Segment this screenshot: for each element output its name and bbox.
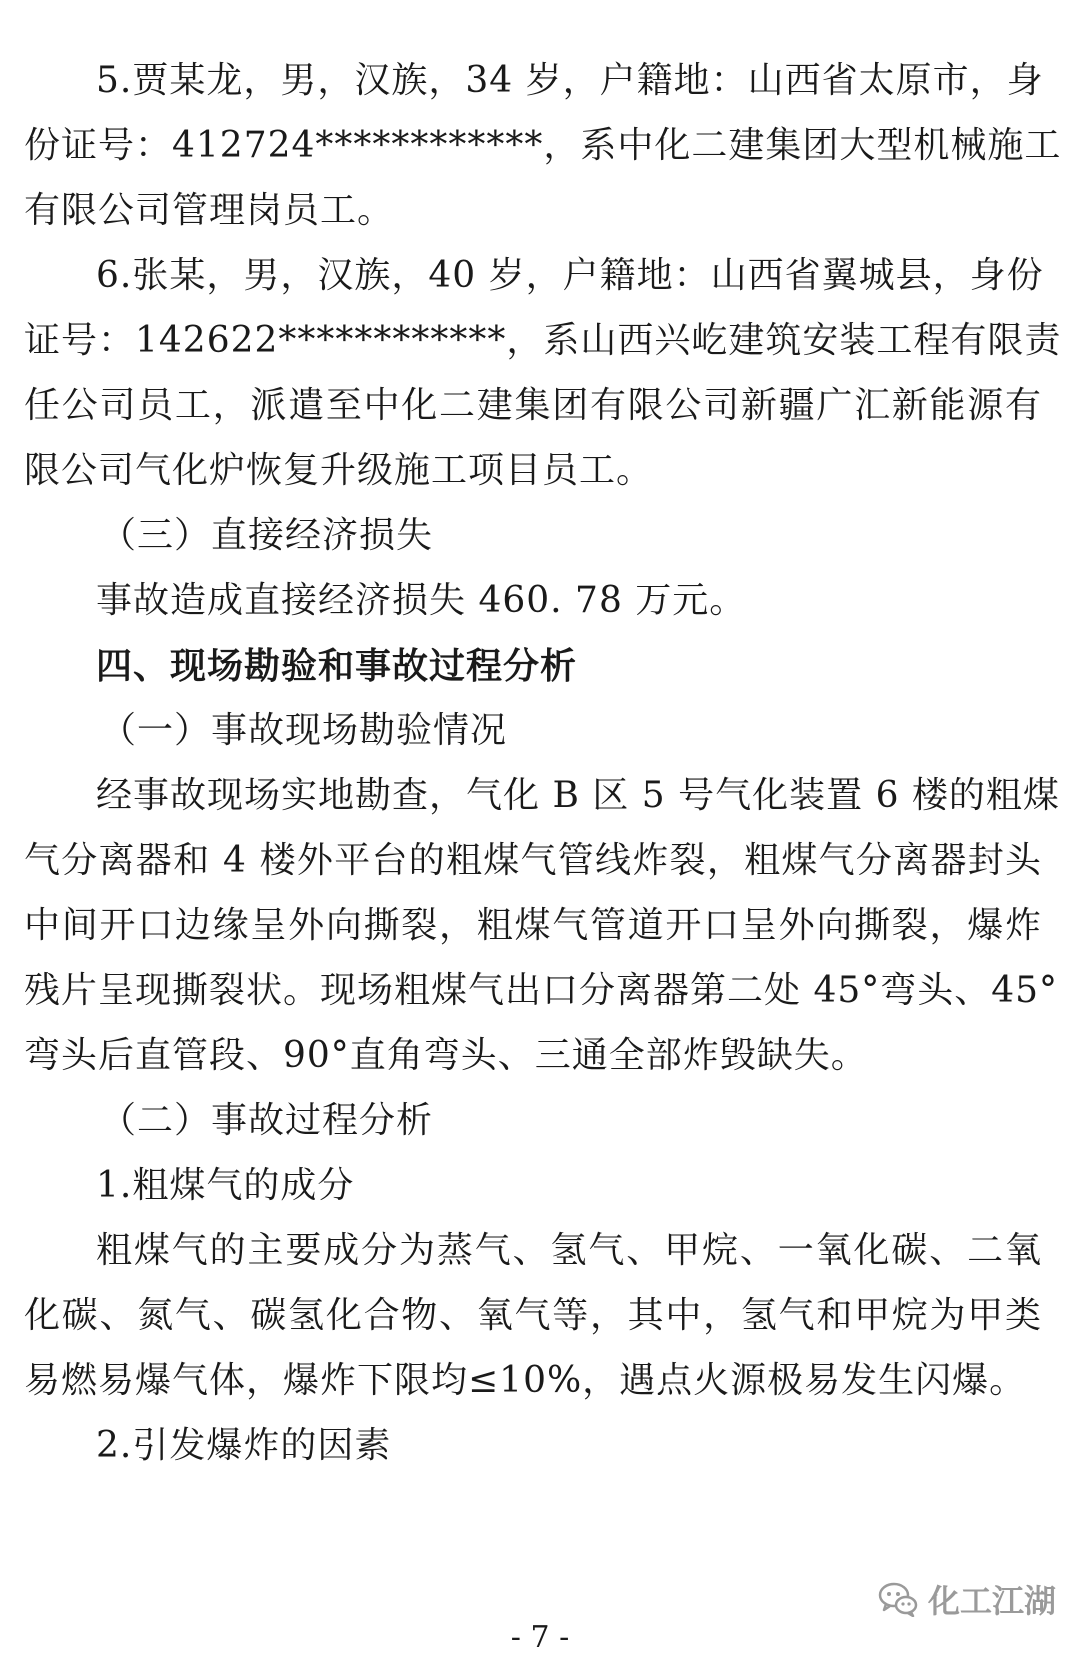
paragraph-line: 粗煤气的主要成分为蒸气、氢气、甲烷、一氧化碳、二氧 bbox=[96, 1230, 1042, 1271]
paragraph-line: 易燃易爆气体，爆炸下限均≤10%，遇点火源极易发生闪爆。 bbox=[24, 1360, 1027, 1401]
section-subheading: （三）直接经济损失 bbox=[100, 515, 434, 556]
paragraph-line: 5.贾某龙，男，汉族，34 岁，户籍地：山西省太原市，身 bbox=[96, 60, 1044, 101]
paragraph-line: 份证号：412724************，系中化二建集团大型机械施工 bbox=[24, 125, 1062, 166]
paragraph-line: 化碳、氮气、碳氢化合物、氧气等，其中，氢气和甲烷为甲类 bbox=[24, 1295, 1042, 1336]
paragraph-line: 有限公司管理岗员工。 bbox=[24, 190, 395, 231]
paragraph-line: 残片呈现撕裂状。现场粗煤气出口分离器第二处 45°弯头、45° bbox=[24, 970, 1059, 1011]
paragraph-line: 事故造成直接经济损失 460. 78 万元。 bbox=[96, 580, 747, 621]
numbered-item: 1.粗煤气的成分 bbox=[96, 1165, 355, 1206]
page-number: - 7 - bbox=[510, 1620, 570, 1655]
paragraph-line: 证号：142622************，系山西兴屹建筑安装工程有限责 bbox=[24, 320, 1062, 361]
section-heading: 四、现场勘验和事故过程分析 bbox=[96, 645, 578, 687]
paragraph-line: 气分离器和 4 楼外平台的粗煤气管线炸裂，粗煤气分离器封头 bbox=[24, 840, 1042, 881]
watermark bbox=[878, 1576, 1056, 1622]
paragraph-line: 弯头后直管段、90°直角弯头、三通全部炸毁缺失。 bbox=[24, 1035, 868, 1076]
section-subheading: （二）事故过程分析 bbox=[100, 1100, 434, 1141]
section-subheading: （一）事故现场勘验情况 bbox=[100, 710, 508, 751]
watermark-text: 化工江湖 bbox=[927, 1582, 1056, 1620]
paragraph-line: 6.张某，男，汉族，40 岁，户籍地：山西省翼城县，身份 bbox=[96, 255, 1044, 296]
wechat-icon bbox=[878, 1581, 918, 1617]
paragraph-line: 中间开口边缘呈外向撕裂，粗煤气管道开口呈外向撕裂，爆炸 bbox=[24, 905, 1042, 946]
paragraph-line: 任公司员工，派遣至中化二建集团有限公司新疆广汇新能源有 bbox=[24, 385, 1042, 426]
paragraph-line: 经事故现场实地勘查，气化 B 区 5 号气化装置 6 楼的粗煤 bbox=[96, 775, 1060, 816]
numbered-item: 2.引发爆炸的因素 bbox=[96, 1425, 392, 1466]
paragraph-line: 限公司气化炉恢复升级施工项目员工。 bbox=[24, 450, 654, 491]
